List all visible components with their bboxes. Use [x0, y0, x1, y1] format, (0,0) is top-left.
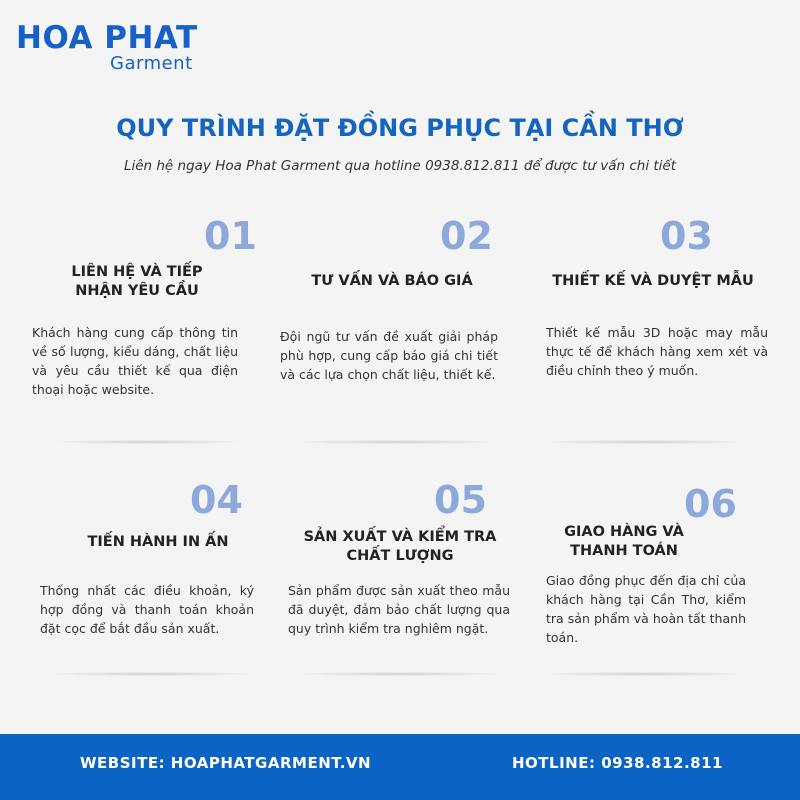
card-shadow: [56, 440, 240, 444]
step-card-3: [540, 210, 770, 450]
step-title: LIÊN HỆ VÀ TIẾP NHẬN YÊU CẦU: [71, 264, 203, 299]
step-number: 04: [190, 478, 243, 522]
step-number: 06: [684, 482, 737, 526]
step-description: Khách hàng cung cấp thông tin về số lượng, kiểu dáng, chất liệu và yêu cầu thiết kế qua điện thoại hoặc website.: [32, 325, 238, 397]
step-description: Đội ngũ tư vấn đề xuất giải pháp phù hợp, cung cấp báo giá chi tiết và các lựa chọn chất liệu, thiết kế.: [280, 329, 498, 382]
step-description: Thống nhất các điều khoản, ký hợp đồng và thanh toán khoản đặt cọc để bắt đầu sản xuất.: [40, 583, 254, 636]
step-card-2: [272, 210, 502, 450]
card-shadow: [302, 672, 498, 676]
card-shadow: [54, 672, 250, 676]
step-number: 01: [204, 214, 257, 258]
footer-website-link[interactable]: WEBSITE: HOAPHATGARMENT.VN: [80, 754, 372, 772]
step-title: SẢN XUẤT VÀ KIỂM TRA CHẤT LƯỢNG: [303, 529, 497, 564]
page-title: QUY TRÌNH ĐẶT ĐỒNG PHỤC TẠI CẦN THƠ: [116, 114, 684, 142]
card-shadow: [546, 672, 742, 676]
card-shadow: [546, 440, 742, 444]
step-title: TIẾN HÀNH IN ẤN: [87, 534, 229, 550]
step-number: 02: [440, 214, 493, 258]
footer-bar: [0, 734, 800, 800]
step-title: GIAO HÀNG VÀ THANH TOÁN: [564, 524, 684, 559]
step-card-1: [20, 210, 257, 450]
step-title: THIẾT KẾ VÀ DUYỆT MẪU: [552, 273, 754, 289]
brand-name: HOA PHAT: [16, 20, 198, 56]
step-description: Giao đồng phục đến địa chỉ của khách hàng tại Cần Thơ, kiểm tra sản phẩm và hoàn tất thanh toán.: [546, 573, 746, 645]
brand-sub: Garment: [110, 53, 193, 74]
step-number: 05: [434, 478, 487, 522]
step-title: TƯ VẤN VÀ BÁO GIÁ: [311, 273, 473, 289]
step-description: Sản phẩm được sản xuất theo mẫu đã duyệt, đảm bảo chất lượng qua quy trình kiểm tra nghiêm ngặt.: [288, 583, 510, 636]
step-card-4: [28, 478, 258, 718]
brand-logo[interactable]: [16, 20, 198, 74]
step-card-6: [540, 478, 770, 718]
step-card-5: [284, 478, 514, 718]
footer-hotline-link[interactable]: HOTLINE: 0938.812.811: [512, 754, 723, 772]
step-number: 03: [660, 214, 713, 258]
page-subtitle: Liên hệ ngay Hoa Phat Garment qua hotline 0938.812.811 để được tư vấn chi tiết: [123, 158, 677, 174]
card-shadow: [300, 440, 494, 444]
step-description: Thiết kế mẫu 3D hoặc may mẫu thực tế để khách hàng xem xét và điều chỉnh theo ý muốn.: [546, 325, 768, 378]
